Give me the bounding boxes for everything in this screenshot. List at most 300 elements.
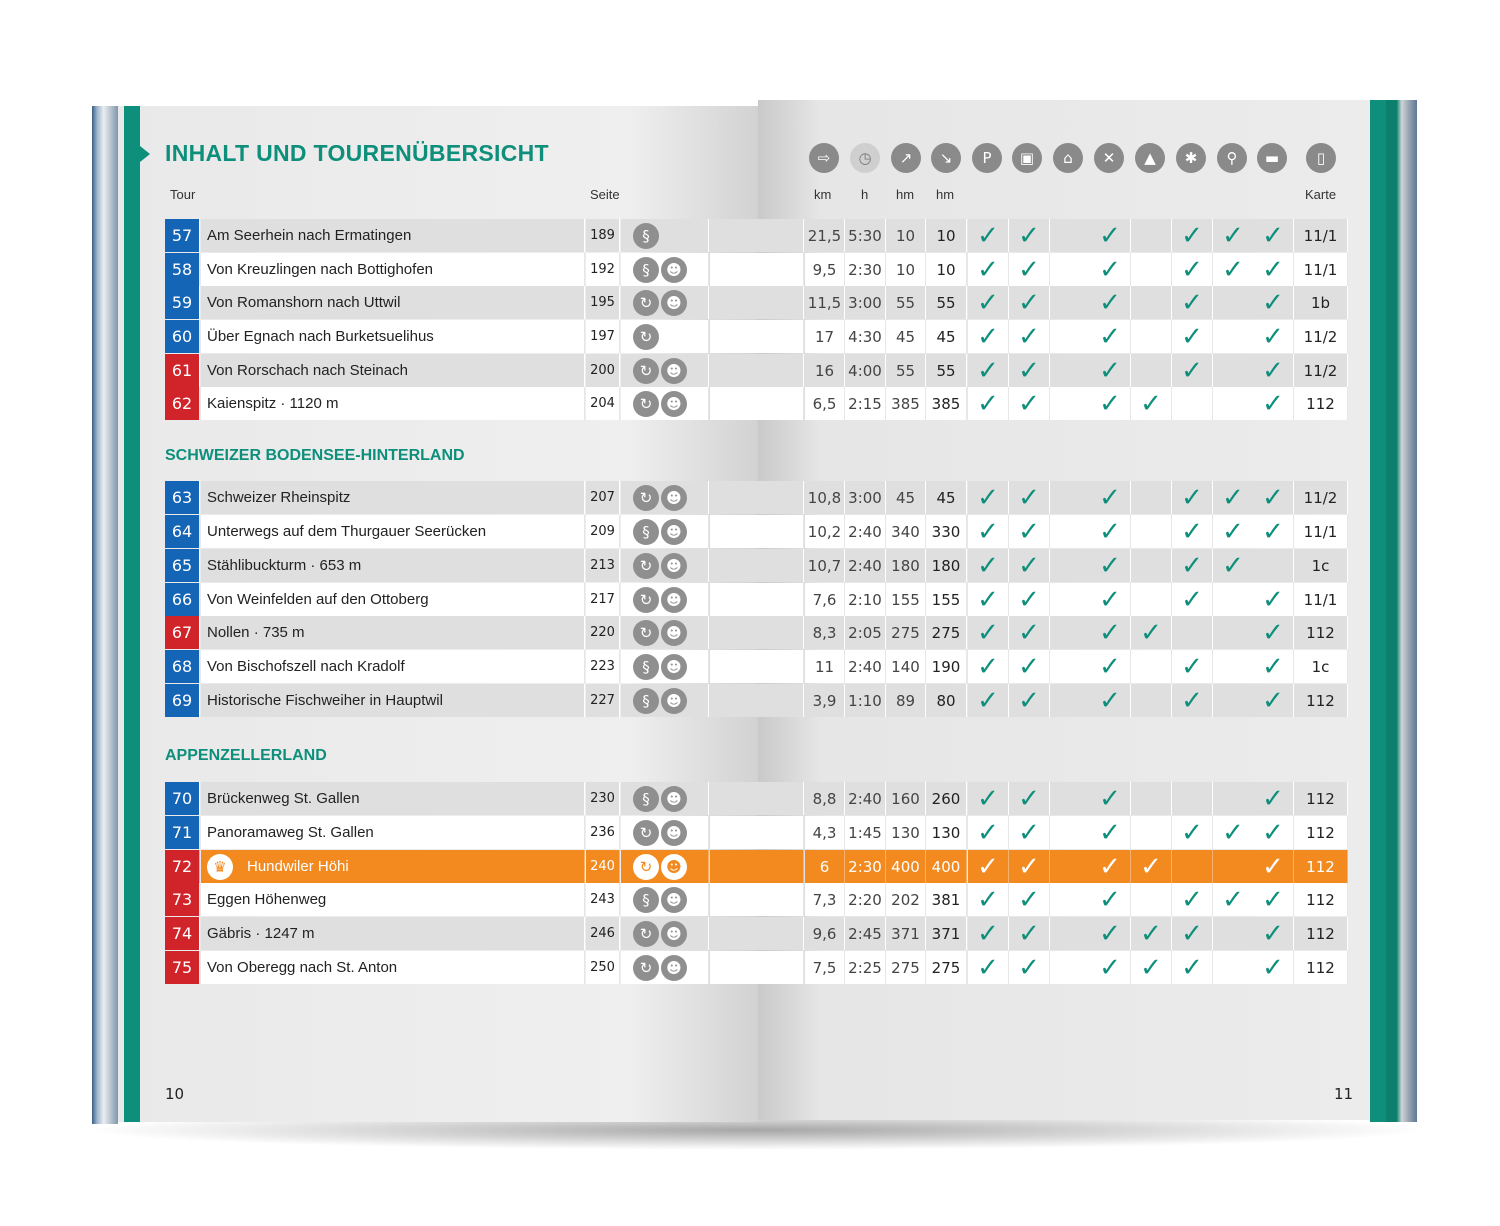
feature-check-cell: ✓ <box>1090 515 1131 548</box>
feature-check-cell <box>1213 917 1254 950</box>
table-row <box>165 951 1348 984</box>
descent-hm: 10 <box>926 219 967 252</box>
duration-h: 2:20 <box>845 883 886 916</box>
feature-check-cell: ✓ <box>1009 951 1050 984</box>
duration-h: 5:30 <box>845 219 886 252</box>
feature-check-cell <box>1050 650 1091 683</box>
tour-name <box>201 286 585 319</box>
feature-check-cell: ✓ <box>968 549 1009 582</box>
feature-check-cell <box>1050 850 1091 883</box>
distance-km: 6 <box>805 850 845 883</box>
page-ref: 220 <box>586 616 620 649</box>
table-row <box>165 286 1348 319</box>
tour-name <box>201 782 585 815</box>
page-ref: 207 <box>586 481 620 514</box>
feature-check-cell <box>1131 549 1172 582</box>
page-ref: 197 <box>586 320 620 353</box>
map-ref: 11/2 <box>1294 354 1348 387</box>
feature-check-cell <box>1172 782 1213 815</box>
tour-name <box>201 515 585 548</box>
distance-km: 3,9 <box>805 684 845 717</box>
feature-check-cell <box>1131 286 1172 319</box>
feature-check-cell <box>1050 286 1091 319</box>
header-karte: Karte <box>1305 187 1337 202</box>
tour-number: 61 <box>165 354 200 387</box>
book-edge-left <box>92 106 118 1124</box>
feature-check-cell: ✓ <box>968 286 1009 319</box>
tour-type-icons <box>621 286 709 319</box>
feature-check-cell <box>1131 782 1172 815</box>
descent-hm: 10 <box>926 253 967 286</box>
ascent-hm: 155 <box>886 583 926 616</box>
tour-name <box>201 320 585 353</box>
family-bear-icon: ☻ <box>661 620 687 646</box>
feature-check-cell: ✓ <box>1172 354 1213 387</box>
route-icon: § <box>633 519 659 545</box>
feature-check-cell <box>1172 387 1213 420</box>
title-arrow-icon <box>140 146 150 162</box>
feature-check-cell: ✓ <box>1172 883 1213 916</box>
feature-check-cell <box>1131 253 1172 286</box>
tour-name <box>201 616 585 649</box>
distance-km: 8,8 <box>805 782 845 815</box>
tour-number: 63 <box>165 481 200 514</box>
descent-hm: 275 <box>926 951 967 984</box>
feature-check-cell <box>1213 320 1254 353</box>
tour-name-text: Eggen Höhenweg <box>207 891 327 908</box>
spacer-cell <box>710 387 804 420</box>
table-row <box>165 219 1348 252</box>
feature-check-cell: ✓ <box>1090 549 1131 582</box>
feature-check-cell: ✓ <box>1213 549 1254 582</box>
page-ref: 246 <box>586 917 620 950</box>
crown-icon: ♛ <box>207 854 233 880</box>
descent-hm: 45 <box>926 481 967 514</box>
feature-check-cell <box>1213 684 1254 717</box>
family-bear-icon: ☻ <box>661 257 687 283</box>
tour-type-icons <box>621 951 709 984</box>
feature-check-cell: ✓ <box>1009 616 1050 649</box>
feature-check-cell: ✓ <box>1131 387 1172 420</box>
feature-check-cell <box>1050 616 1091 649</box>
feature-check-cell: ✓ <box>1172 253 1213 286</box>
family-bear-icon: ☻ <box>661 485 687 511</box>
page-ref: 213 <box>586 549 620 582</box>
header-h: h <box>861 187 869 202</box>
map-ref: 112 <box>1294 951 1348 984</box>
feature-check-cell: ✓ <box>1090 951 1131 984</box>
feature-check-cell <box>1050 583 1091 616</box>
tour-name-text: Panoramaweg St. Gallen <box>207 824 374 841</box>
descent-hm: 180 <box>926 549 967 582</box>
feature-check-cell: ✓ <box>1090 684 1131 717</box>
tour-name-text: Nollen · 735 m <box>207 624 305 641</box>
table-row <box>165 253 1348 286</box>
feature-check-cell: ✓ <box>1090 650 1131 683</box>
feature-check-cell <box>1253 549 1294 582</box>
tour-name <box>201 650 585 683</box>
feature-check-cell: ✓ <box>968 583 1009 616</box>
page-ref: 192 <box>586 253 620 286</box>
tour-name-text: Von Oberegg nach St. Anton <box>207 959 398 976</box>
tour-number: 68 <box>165 650 200 683</box>
tour-number: 65 <box>165 549 200 582</box>
feature-check-cell: ✓ <box>1090 481 1131 514</box>
feature-check-cell: ✓ <box>1253 253 1294 286</box>
table-row <box>165 354 1348 387</box>
ascent-hm: 275 <box>886 951 926 984</box>
descent-hm: 381 <box>926 883 967 916</box>
feature-check-cell <box>1050 883 1091 916</box>
feature-check-cell <box>1050 816 1091 849</box>
distance-km: 16 <box>805 354 845 387</box>
family-bear-icon: ☻ <box>661 654 687 680</box>
tour-type-icons <box>621 354 709 387</box>
tour-number: 71 <box>165 816 200 849</box>
feature-check-cell <box>1050 253 1091 286</box>
feature-check-cell: ✓ <box>968 650 1009 683</box>
duration-h: 3:00 <box>845 481 886 514</box>
tour-number: 57 <box>165 219 200 252</box>
feature-check-cell <box>1050 782 1091 815</box>
map-ref: 112 <box>1294 917 1348 950</box>
duration-h: 2:40 <box>845 782 886 815</box>
spacer-cell <box>710 583 804 616</box>
distance-km: 10,8 <box>805 481 845 514</box>
map-ref: 112 <box>1294 684 1348 717</box>
feature-check-cell: ✓ <box>968 684 1009 717</box>
feature-check-cell: ✓ <box>968 850 1009 883</box>
feature-check-cell: ✓ <box>1172 816 1213 849</box>
feature-check-cell: ✓ <box>1172 583 1213 616</box>
snowflake-icon: ✱ <box>1176 143 1206 173</box>
feature-check-cell: ✓ <box>1253 650 1294 683</box>
feature-check-cell: ✓ <box>1009 354 1050 387</box>
loop-icon: ↻ <box>633 358 659 384</box>
bed-icon: ▬ <box>1257 143 1287 173</box>
feature-check-cell: ✓ <box>1213 515 1254 548</box>
hut-icon: ▲ <box>1135 143 1165 173</box>
feature-check-cell: ✓ <box>1172 650 1213 683</box>
tour-number: 72 <box>165 850 200 883</box>
ascent-hm: 130 <box>886 816 926 849</box>
feature-check-cell <box>1172 850 1213 883</box>
table-row <box>165 850 1348 883</box>
tour-number: 73 <box>165 883 200 916</box>
map-ref: 1b <box>1294 286 1348 319</box>
map-icon: ▯ <box>1306 143 1336 173</box>
ascent-hm: 89 <box>886 684 926 717</box>
feature-check-cell <box>1050 684 1091 717</box>
feature-check-cell <box>1131 684 1172 717</box>
tour-name-text: Von Romanshorn nach Uttwil <box>207 294 401 311</box>
duration-h: 2:05 <box>845 616 886 649</box>
feature-check-cell: ✓ <box>1172 917 1213 950</box>
family-bear-icon: ☻ <box>661 786 687 812</box>
ascent-hm: 160 <box>886 782 926 815</box>
descent-hm: 260 <box>926 782 967 815</box>
table-row <box>165 650 1348 683</box>
header-km: km <box>814 187 832 202</box>
spacer-cell <box>710 481 804 514</box>
feature-check-cell: ✓ <box>1009 549 1050 582</box>
tour-name-text: Von Bischofszell nach Kradolf <box>207 658 405 675</box>
feature-check-cell: ✓ <box>1009 387 1050 420</box>
feature-check-cell: ✓ <box>1253 850 1294 883</box>
loop-icon: ↻ <box>633 820 659 846</box>
distance-km: 11 <box>805 650 845 683</box>
distance-km: 8,3 <box>805 616 845 649</box>
page-ref: 240 <box>586 850 620 883</box>
descent-hm: 80 <box>926 684 967 717</box>
feature-check-cell: ✓ <box>968 253 1009 286</box>
spacer-cell <box>710 354 804 387</box>
map-ref: 11/2 <box>1294 320 1348 353</box>
spacer-cell <box>710 951 804 984</box>
feature-check-cell <box>1213 782 1254 815</box>
tour-type-icons <box>621 515 709 548</box>
ascent-hm: 202 <box>886 883 926 916</box>
loop-icon: ↻ <box>633 485 659 511</box>
feature-check-cell <box>1213 850 1254 883</box>
spacer-cell <box>710 616 804 649</box>
family-bear-icon: ☻ <box>661 688 687 714</box>
family-bear-icon: ☻ <box>661 820 687 846</box>
tour-name <box>201 883 585 916</box>
route-icon: § <box>633 887 659 913</box>
bicycle-icon: ⚲ <box>1217 143 1247 173</box>
feature-check-cell: ✓ <box>1009 883 1050 916</box>
feature-check-cell <box>1213 354 1254 387</box>
table-row <box>165 515 1348 548</box>
tour-type-icons <box>621 219 709 252</box>
feature-check-cell: ✓ <box>1253 782 1294 815</box>
ascent-hm: 55 <box>886 354 926 387</box>
feature-check-cell <box>1131 320 1172 353</box>
feature-check-cell: ✓ <box>1253 816 1294 849</box>
signpost-icon: ⇨ <box>809 143 839 173</box>
tour-type-icons <box>621 917 709 950</box>
distance-km: 11,5 <box>805 286 845 319</box>
descent-hm: 400 <box>926 850 967 883</box>
family-bear-icon: ☻ <box>661 290 687 316</box>
feature-check-cell: ✓ <box>1090 387 1131 420</box>
feature-check-cell <box>1131 883 1172 916</box>
tour-number: 74 <box>165 917 200 950</box>
feature-check-cell <box>1131 219 1172 252</box>
tour-number: 59 <box>165 286 200 319</box>
tour-name-text: Unterwegs auf dem Thurgauer Seerücken <box>207 523 487 540</box>
clock-icon: ◷ <box>850 143 880 173</box>
page-ref: 204 <box>586 387 620 420</box>
ascent-hm: 371 <box>886 917 926 950</box>
map-ref: 1c <box>1294 549 1348 582</box>
map-ref: 112 <box>1294 387 1348 420</box>
loop-icon: ↻ <box>633 854 659 880</box>
tour-type-icons <box>621 616 709 649</box>
map-ref: 112 <box>1294 850 1348 883</box>
feature-check-cell <box>1050 917 1091 950</box>
feature-check-cell: ✓ <box>1009 816 1050 849</box>
feature-check-cell: ✓ <box>968 354 1009 387</box>
route-icon: § <box>633 786 659 812</box>
family-bear-icon: ☻ <box>661 553 687 579</box>
loop-icon: ↻ <box>633 553 659 579</box>
ascent-hm: 45 <box>886 320 926 353</box>
tour-type-icons <box>621 850 709 883</box>
feature-check-cell: ✓ <box>1009 253 1050 286</box>
feature-check-cell: ✓ <box>1009 684 1050 717</box>
family-bear-icon: ☻ <box>661 358 687 384</box>
feature-check-cell <box>1050 387 1091 420</box>
tour-name-text: Schweizer Rheinspitz <box>207 489 351 506</box>
feature-check-cell: ✓ <box>1090 320 1131 353</box>
feature-check-cell: ✓ <box>1253 320 1294 353</box>
feature-check-cell: ✓ <box>1253 616 1294 649</box>
tour-type-icons <box>621 481 709 514</box>
table-row <box>165 549 1348 582</box>
tour-name <box>201 917 585 950</box>
feature-check-cell: ✓ <box>1090 286 1131 319</box>
feature-check-cell: ✓ <box>1090 883 1131 916</box>
table-row <box>165 816 1348 849</box>
page-ref: 236 <box>586 816 620 849</box>
page-number-right: 11 <box>1334 1085 1354 1103</box>
descent-hm: 130 <box>926 816 967 849</box>
tour-name <box>201 387 585 420</box>
tour-name <box>201 583 585 616</box>
feature-check-cell: ✓ <box>1090 583 1131 616</box>
descent-icon: ↘ <box>931 143 961 173</box>
descent-hm: 155 <box>926 583 967 616</box>
feature-check-cell: ✓ <box>968 917 1009 950</box>
section-heading-hinterland: SCHWEIZER BODENSEE-HINTERLAND <box>165 447 465 464</box>
cable-car-icon: ⌂ <box>1053 143 1083 173</box>
feature-check-cell: ✓ <box>1172 286 1213 319</box>
feature-check-cell: ✓ <box>1213 481 1254 514</box>
feature-check-cell: ✓ <box>1131 951 1172 984</box>
header-hm-down: hm <box>936 187 955 202</box>
feature-check-cell: ✓ <box>1172 515 1213 548</box>
tour-name-text: Gäbris · 1247 m <box>207 925 315 942</box>
descent-hm: 190 <box>926 650 967 683</box>
loop-icon: ↻ <box>633 587 659 613</box>
duration-h: 2:40 <box>845 549 886 582</box>
feature-check-cell: ✓ <box>1009 782 1050 815</box>
spacer-cell <box>710 515 804 548</box>
loop-icon: ↻ <box>633 921 659 947</box>
table-row <box>165 320 1348 353</box>
feature-check-cell <box>1131 515 1172 548</box>
route-icon: § <box>633 223 659 249</box>
feature-check-cell: ✓ <box>1090 816 1131 849</box>
route-icon: § <box>633 654 659 680</box>
tour-name <box>201 354 585 387</box>
tour-name <box>201 684 585 717</box>
feature-check-cell: ✓ <box>1090 850 1131 883</box>
distance-km: 7,3 <box>805 883 845 916</box>
feature-check-cell: ✓ <box>1009 320 1050 353</box>
page-ref: 223 <box>586 650 620 683</box>
tour-name <box>201 481 585 514</box>
page-ref: 189 <box>586 219 620 252</box>
ascent-hm: 180 <box>886 549 926 582</box>
spacer-cell <box>710 320 804 353</box>
feature-check-cell: ✓ <box>1253 354 1294 387</box>
spacer-cell <box>710 782 804 815</box>
distance-km: 9,5 <box>805 253 845 286</box>
descent-hm: 330 <box>926 515 967 548</box>
tour-type-icons <box>621 650 709 683</box>
feature-check-cell <box>1213 616 1254 649</box>
map-ref: 11/1 <box>1294 515 1348 548</box>
left-page-color-bar <box>124 106 140 1122</box>
ascent-hm: 275 <box>886 616 926 649</box>
tour-type-icons <box>621 387 709 420</box>
page-title: INHALT UND TOURENÜBERSICHT <box>165 140 549 166</box>
feature-check-cell: ✓ <box>968 481 1009 514</box>
distance-km: 4,3 <box>805 816 845 849</box>
descent-hm: 55 <box>926 286 967 319</box>
right-page-color-bar <box>1370 100 1386 1122</box>
header-seite: Seite <box>590 187 620 202</box>
feature-check-cell: ✓ <box>1009 219 1050 252</box>
feature-check-cell: ✓ <box>1009 650 1050 683</box>
feature-check-cell: ✓ <box>1131 917 1172 950</box>
feature-check-cell: ✓ <box>1009 583 1050 616</box>
header-hm-up: hm <box>896 187 915 202</box>
feature-check-cell: ✓ <box>968 616 1009 649</box>
feature-check-cell: ✓ <box>1253 684 1294 717</box>
feature-check-cell: ✓ <box>1172 481 1213 514</box>
family-bear-icon: ☻ <box>661 587 687 613</box>
tour-name-text: Brückenweg St. Gallen <box>207 790 360 807</box>
tour-name <box>201 253 585 286</box>
feature-check-cell: ✓ <box>1009 515 1050 548</box>
feature-check-cell <box>1213 583 1254 616</box>
section-heading-appenzellerland: APPENZELLERLAND <box>165 747 327 764</box>
spacer-cell <box>710 650 804 683</box>
duration-h: 2:15 <box>845 387 886 420</box>
tour-name-text: Kaienspitz · 1120 m <box>207 395 339 412</box>
feature-check-cell: ✓ <box>968 816 1009 849</box>
feature-check-cell <box>1050 515 1091 548</box>
feature-check-cell: ✓ <box>968 515 1009 548</box>
tour-type-icons <box>621 684 709 717</box>
spacer-cell <box>710 883 804 916</box>
map-ref: 11/1 <box>1294 583 1348 616</box>
feature-check-cell: ✓ <box>1253 951 1294 984</box>
descent-hm: 45 <box>926 320 967 353</box>
feature-check-cell: ✓ <box>1213 883 1254 916</box>
feature-check-cell: ✓ <box>968 320 1009 353</box>
map-ref: 11/2 <box>1294 481 1348 514</box>
page-ref: 243 <box>586 883 620 916</box>
loop-icon: ↻ <box>633 391 659 417</box>
ascent-hm: 10 <box>886 253 926 286</box>
loop-icon: ↻ <box>633 290 659 316</box>
map-ref: 11/1 <box>1294 253 1348 286</box>
tour-name-text: Stählibuckturm · 653 m <box>207 557 362 574</box>
distance-km: 7,6 <box>805 583 845 616</box>
loop-icon: ↻ <box>633 324 659 350</box>
map-ref: 11/1 <box>1294 219 1348 252</box>
family-bear-icon: ☻ <box>661 391 687 417</box>
ascent-hm: 385 <box>886 387 926 420</box>
map-ref: 112 <box>1294 816 1348 849</box>
distance-km: 6,5 <box>805 387 845 420</box>
duration-h: 2:45 <box>845 917 886 950</box>
